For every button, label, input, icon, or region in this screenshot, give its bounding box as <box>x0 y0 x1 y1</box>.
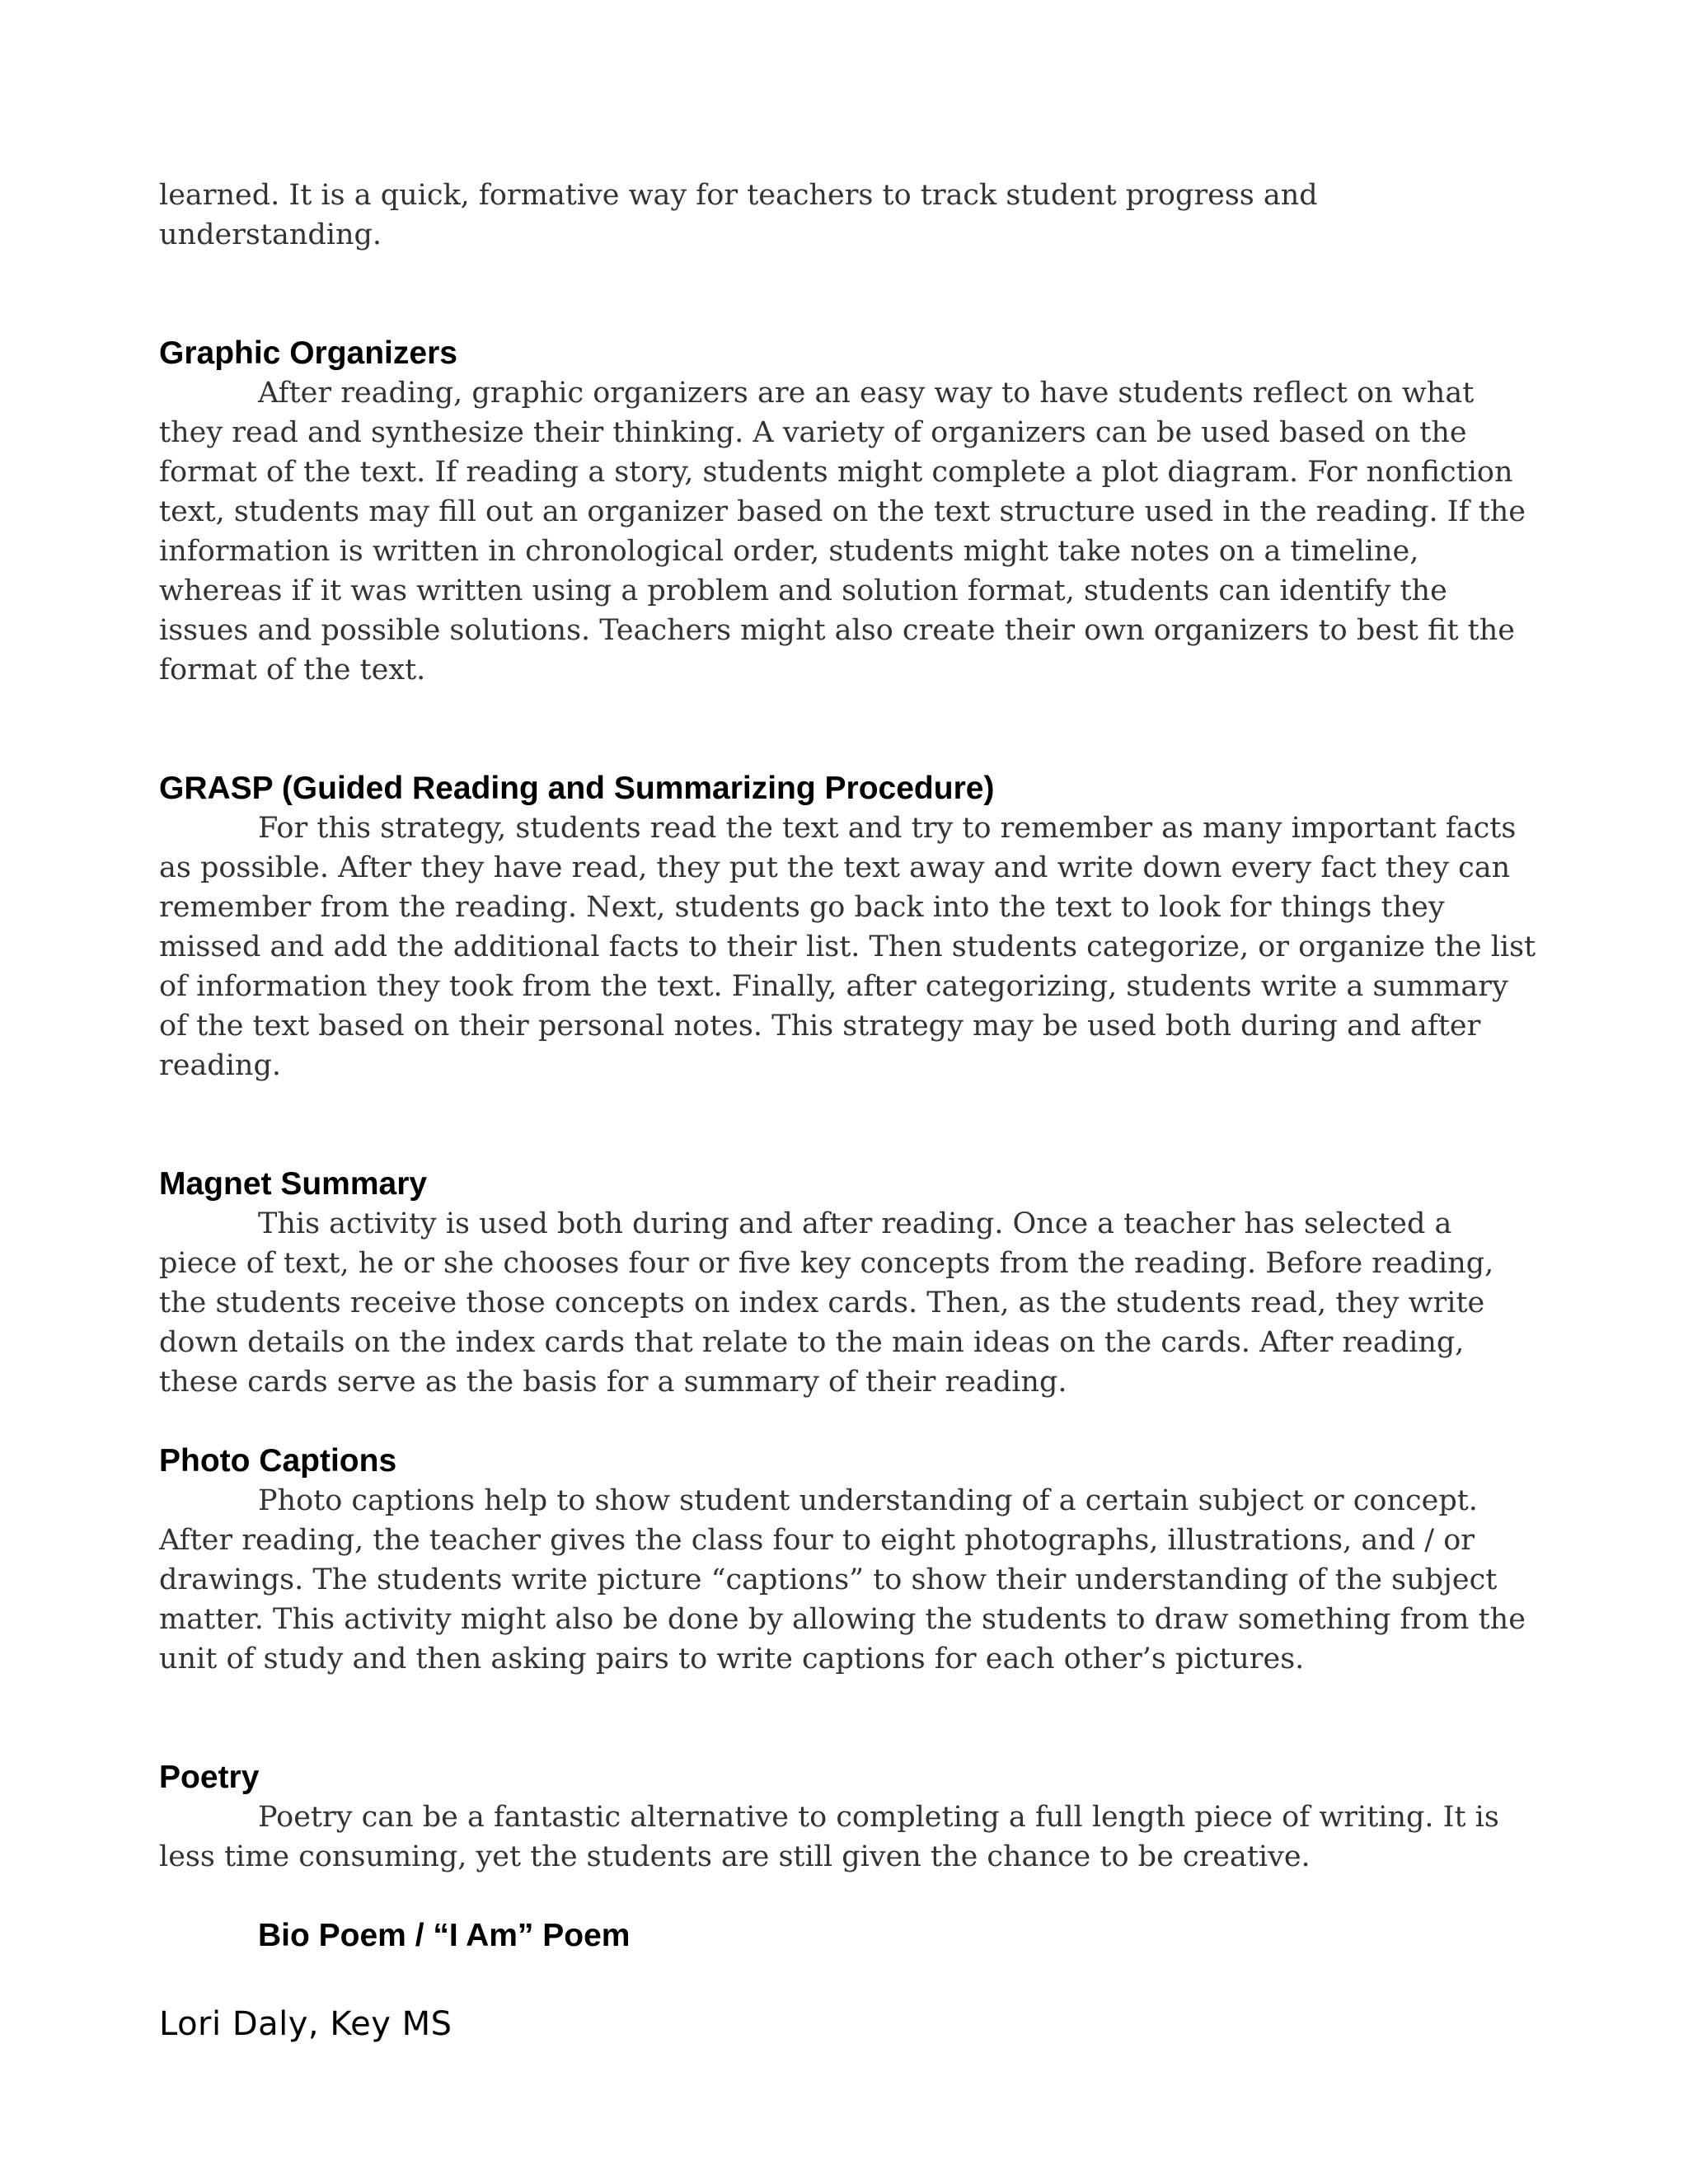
section-heading: Poetry <box>159 1760 260 1795</box>
section-body: After reading, graphic organizers are an easy way to have students reflect on what they read and synthesize their thinking. A variety of organizers can be used based on the format of the text. If reading a story, students might complete a plot diagram. For nonfiction text, students may fill out an organizer based on the text structure used in the reading. If the information is written in chronological order, students might take notes on a timeline, whereas if it was written using a problem and solution format, students can identify the issues and possible solutions. Teachers might also create their own organizers to best fit the format of the text. <box>159 377 1526 687</box>
author-footer: Lori Daly, Key MS <box>159 2005 452 2043</box>
spacer <box>159 255 1537 334</box>
section-body: For this strategy, students read the text and try to remember as many important facts as possible. After they have read, they put the text away and write down every fact they can remember from the reading. Next, students go back into the text to look for things they missed and add the additional facts to their list. Then students categorize, or organize the list of information they took from the text. Finally, after categorizing, students write a summary of the text based on their personal notes. This strategy may be used both during and after reading. <box>159 812 1536 1082</box>
spacer <box>159 1402 1537 1441</box>
section-photo-captions <box>159 1441 1537 1679</box>
section-body: This activity is used both during and after reading. Once a teacher has selected a piece of text, he or she chooses four or five key concepts from the reading. Before reading, the students receive those concepts on index cards. Then, as the students read, they write down details on the index cards that relate to the main ideas on the cards. After reading, these cards serve as the basis for a summary of their reading. <box>159 1207 1494 1399</box>
intro-continuation-paragraph: learned. It is a quick, formative way for teachers to track student progress and understanding. <box>159 179 1318 251</box>
bio-poem-subheading: Bio Poem / “I Am” Poem <box>258 1918 631 1953</box>
spacer <box>159 690 1537 769</box>
section-heading: Magnet Summary <box>159 1166 428 1202</box>
section-graphic-organizers <box>159 334 1537 690</box>
section-body: Photo captions help to show student understanding of a certain subject or concept. After reading, the teacher gives the class four to eight photographs, illustrations, and / or drawings. The students write picture “captions” to show their understanding of the subject matter. This activity might also be done by allowing the students to draw something from the unit of study and then asking pairs to write captions for each other’s pictures. <box>159 1484 1526 1675</box>
section-heading: Photo Captions <box>159 1443 397 1479</box>
section-body: Poetry can be a fantastic alternative to completing a full length piece of writing. It is less time consuming, yet the students are still given the chance to be creative. <box>159 1801 1499 1873</box>
spacer <box>159 1679 1537 1758</box>
section-grasp <box>159 769 1537 1085</box>
section-magnet-summary <box>159 1165 1537 1402</box>
spacer <box>159 1085 1537 1165</box>
section-heading: Graphic Organizers <box>159 335 457 371</box>
section-poetry <box>159 1758 1537 1877</box>
spacer <box>159 1877 1537 1916</box>
document-page <box>159 176 1537 1956</box>
section-heading: GRASP (Guided Reading and Summarizing Procedure) <box>159 771 995 806</box>
